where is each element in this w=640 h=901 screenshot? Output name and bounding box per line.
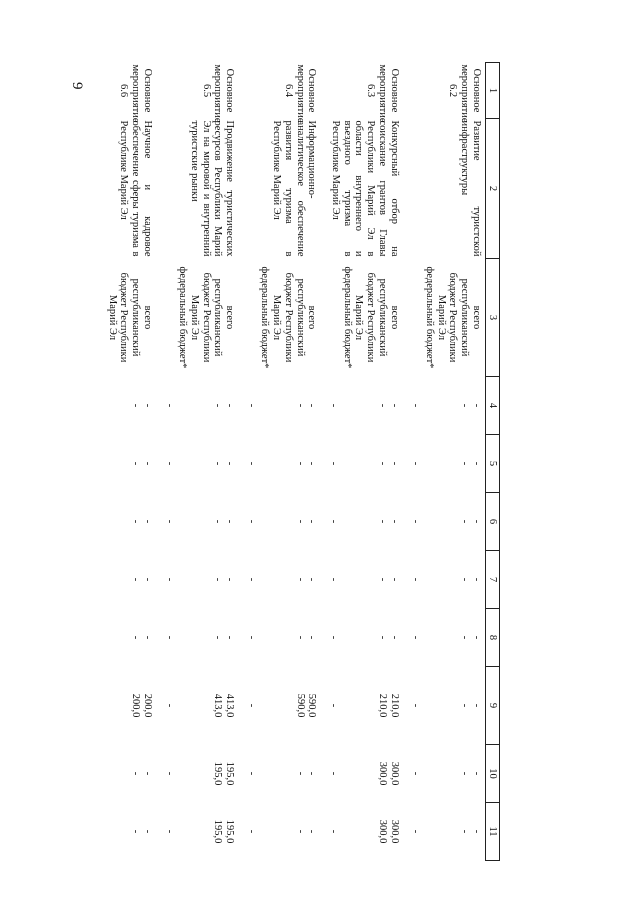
value-cell [99,667,156,745]
value-cell [238,551,320,609]
column-number: 9 [486,667,500,745]
value: - [130,519,142,524]
activity-name-cell: Развитие туристской инфраструктуры [459,120,482,257]
value: - [328,771,340,776]
value-cell [99,551,156,609]
activity-cell: Основное мероприятие 6.4 [283,64,318,123]
value: - [328,403,340,408]
value: - [459,829,471,834]
value-cell [99,435,156,493]
page-number: 9 [69,82,85,90]
table-row [238,63,320,861]
value-cell [238,435,320,493]
value: 300,0 [377,819,388,844]
value: - [130,577,142,582]
table-row [99,63,156,861]
value: - [142,771,153,776]
source-label: республиканский бюджет Республики Марий Эл [106,272,142,363]
column-number: 8 [486,609,500,667]
column-number: 5 [486,435,500,493]
value: 195,0 [212,761,224,786]
value: - [410,771,422,776]
value: - [306,771,318,776]
budget-table [99,62,500,861]
value-cell [403,377,486,435]
value: 413,0 [212,693,224,718]
value-cell [99,377,156,435]
value: 590,0 [294,693,306,718]
value: - [163,829,175,834]
activity-cell: Основное мероприятие 6.6 [118,64,153,123]
value-cell [156,377,238,435]
value: - [471,771,482,776]
value: - [130,635,142,640]
value-cell [156,493,238,551]
value-cell [238,493,320,551]
value-cell [403,803,486,861]
value-cell [403,551,486,609]
value: 200,0 [130,693,142,718]
value: - [306,519,318,524]
value: - [212,635,224,640]
value: - [212,461,224,466]
value: - [163,519,175,524]
value: - [142,577,153,582]
funding-sources-cell [156,259,238,377]
source-label: республиканский бюджет Республики Марий Эл [271,272,306,363]
value: - [294,829,306,834]
value: - [130,829,142,834]
value: 195,0 [224,761,236,786]
value: - [388,635,400,640]
value: - [246,635,257,640]
value: - [328,703,340,708]
value: - [471,461,482,466]
value: - [246,403,257,408]
value-cell [321,435,403,493]
value: - [224,635,236,640]
value: - [142,519,153,524]
column-number: 6 [486,493,500,551]
value: - [410,519,422,524]
column-number: 11 [486,803,500,861]
value: - [246,829,257,834]
value: - [459,461,471,466]
value-cell [156,609,238,667]
value: - [410,461,422,466]
value-cell [238,803,320,861]
value-cell [238,377,320,435]
value: - [163,403,175,408]
value: - [224,519,236,524]
value-cell [321,377,403,435]
value: - [142,829,153,834]
activity-name-cell: Конкурсный отбор на соискание грантов Главы Республики Марий Эл в области внутреннего и въездного туризма в Республике Марий Эл [330,120,400,257]
value: - [246,577,257,582]
value: - [471,577,482,582]
value-cell [321,493,403,551]
value-cell [99,493,156,551]
source-label: всего [224,305,236,330]
value: - [471,403,482,408]
value: 210,0 [377,693,388,718]
value: - [224,461,236,466]
value: - [294,403,306,408]
value: - [388,577,400,582]
funding-sources-cell [238,259,320,377]
value: - [410,635,422,640]
value: - [246,703,257,708]
source-label: всего [306,305,318,330]
value: - [294,519,306,524]
activity-cell: Основное мероприятие 6.3 [365,64,400,123]
activity-cell: Основное мероприятие 6.5 [200,64,236,123]
value-cell [403,609,486,667]
value: - [471,703,482,708]
source-label: всего [471,305,482,330]
value-cell [403,667,486,745]
value: - [130,403,142,408]
value: - [328,577,340,582]
value: - [410,829,422,834]
value: - [163,771,175,776]
source-label: всего [142,305,153,330]
value: - [328,635,340,640]
value: - [471,829,482,834]
column-number: 4 [486,377,500,435]
table-row [321,63,403,861]
source-label: федеральный бюджет* [341,266,353,369]
value: - [377,635,388,640]
value: - [224,577,236,582]
value: - [377,577,388,582]
value: - [224,403,236,408]
value-cell [156,551,238,609]
value: 195,0 [212,819,224,844]
value: - [294,771,306,776]
value-cell [156,803,238,861]
value: - [212,519,224,524]
source-label: федеральный бюджет* [177,266,189,369]
activity-name-cell: Научное и кадровое обеспечение сферы туризма в Республике Марий Эл [118,120,153,257]
column-number: 2 [486,119,500,259]
value: - [377,461,388,466]
source-label: республиканский бюджет Республики Марий Эл [435,272,471,363]
value-cell [99,803,156,861]
activity-cell: Основное мероприятие 6.2 [447,64,482,123]
value: 590,0 [306,693,318,718]
value: - [306,577,318,582]
value: - [212,577,224,582]
value: - [142,461,153,466]
column-number-row [486,63,500,861]
value-cell [321,745,403,803]
value: - [130,771,142,776]
activity-name-cell: Информационно-аналитическое обеспечение развития туризма в Республике Марий Эл [271,120,318,257]
value-cell [156,745,238,803]
value: - [410,403,422,408]
column-number: 7 [486,551,500,609]
value: - [306,403,318,408]
rotated-page-content [106,62,500,860]
funding-sources-cell [403,259,486,377]
value-cell [99,609,156,667]
value: - [212,403,224,408]
value: - [377,519,388,524]
value: - [388,403,400,408]
value: - [142,635,153,640]
value: - [459,703,471,708]
value: - [459,577,471,582]
value-cell [403,493,486,551]
value: - [163,703,175,708]
table-row [403,63,486,861]
value: - [410,577,422,582]
value-cell [403,435,486,493]
funding-sources-cell [321,259,403,377]
value-cell [321,609,403,667]
value: 210,0 [388,693,400,718]
value: 300,0 [377,761,388,786]
value: - [459,771,471,776]
value: - [388,519,400,524]
value-cell [156,435,238,493]
value-cell [321,551,403,609]
value: - [388,461,400,466]
value: - [471,635,482,640]
value: 300,0 [388,761,400,786]
table-row [156,63,238,861]
value: 200,0 [142,693,153,718]
column-number: 10 [486,745,500,803]
value-cell [403,745,486,803]
value: - [459,635,471,640]
value: - [246,771,257,776]
value: - [306,635,318,640]
value: - [142,403,153,408]
value: - [294,635,306,640]
value: 300,0 [388,819,400,844]
value: - [163,635,175,640]
source-label: республиканский бюджет Республики Марий Эл [189,272,224,363]
column-number: 1 [486,63,500,119]
value: - [306,829,318,834]
value: - [471,519,482,524]
value: 413,0 [224,693,236,718]
value: - [459,519,471,524]
column-number: 3 [486,259,500,377]
value: - [328,519,340,524]
source-label: федеральный бюджет* [259,266,271,369]
activity-name-cell: Продвижение туристических ресурсов Республики Марий Эл на мировой и внутренний туристские рынки [189,120,236,257]
value: - [246,519,257,524]
funding-sources-cell [99,259,156,377]
source-label: федеральный бюджет* [424,266,435,369]
value: - [328,829,340,834]
value: 195,0 [224,819,236,844]
value: - [163,461,175,466]
value: - [459,403,471,408]
value-cell [238,745,320,803]
value: - [294,461,306,466]
value-cell [99,745,156,803]
value-cell [321,803,403,861]
value: - [163,577,175,582]
value: - [246,461,257,466]
source-label: всего [388,305,400,330]
value-cell [321,667,403,745]
value: - [377,403,388,408]
source-label: республиканский бюджет Республики Марий Эл [353,272,388,363]
value: - [328,461,340,466]
value: - [306,461,318,466]
value-cell [156,667,238,745]
value-cell [238,667,320,745]
value: - [410,703,422,708]
value-cell [238,609,320,667]
value: - [130,461,142,466]
value: - [294,577,306,582]
